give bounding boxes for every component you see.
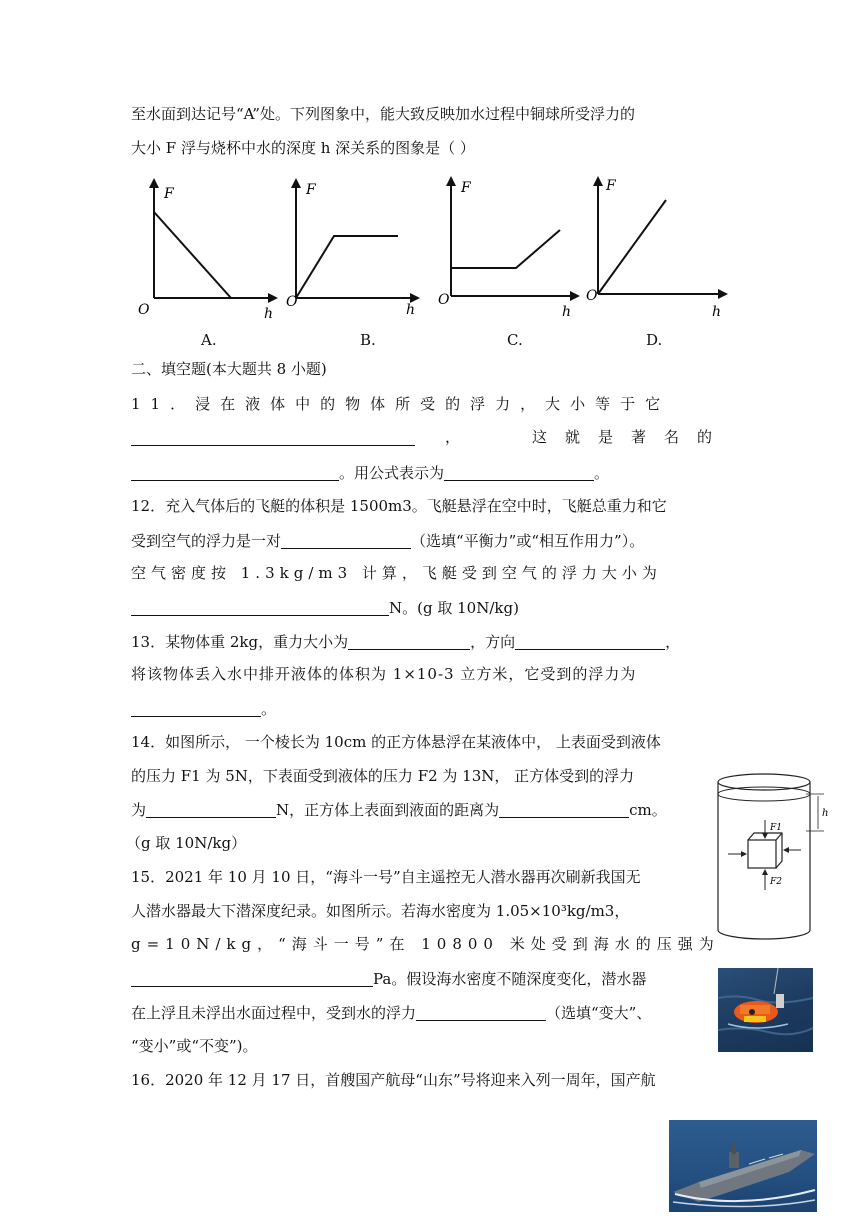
intro-line-1: 至水面到达记号“A”处。下列图象中，能大致反映加水过程中铜球所受浮力的 xyxy=(131,105,635,123)
q13-blank-3[interactable] xyxy=(131,701,261,717)
q11-line-3: 。用公式表示为 。 xyxy=(131,465,609,481)
q12-blank-1[interactable] xyxy=(281,533,411,549)
q14-line-3: 为 N，正方体上表面到液面的距离为 cm。 xyxy=(131,801,667,819)
cube-front xyxy=(748,840,776,868)
option-d: D. xyxy=(646,331,663,349)
q13-blank-2[interactable] xyxy=(515,634,665,650)
graph-c-o-label: O xyxy=(438,292,450,308)
q11-blank-2[interactable] xyxy=(131,465,339,481)
graph-b-h-label: h xyxy=(406,302,416,318)
graph-b-curve xyxy=(296,236,398,298)
q15-blank-2[interactable] xyxy=(416,1005,546,1021)
q11-blank-1[interactable] xyxy=(131,430,415,446)
graph-b-f-label: F xyxy=(306,182,316,198)
graph-d-h-label: h xyxy=(712,304,722,320)
graph-d xyxy=(588,170,738,320)
q12-line-1: 12．充入气体后的飞艇的体积是 1500m3。飞艇悬浮在空中时，飞艇总重力和它 xyxy=(131,497,667,515)
q14-fig-h-label: h xyxy=(822,808,829,819)
graph-b xyxy=(282,174,432,324)
graph-a-f-label: F xyxy=(164,186,174,202)
q13-line-2: 将该物体丢入水中排开液体的体积为 1×10-3 立方米，它受到的浮力为 xyxy=(131,665,637,683)
q14-fig-f2-label: F2 xyxy=(770,877,782,887)
q14-line-2: 的压力 F1 为 5N，下表面受到液体的压力 F2 为 13N， 正方体受到的浮力 xyxy=(131,767,635,785)
graph-c-f-label: F xyxy=(461,180,471,196)
graph-a-o-label: O xyxy=(138,302,150,318)
submersible-photo xyxy=(718,968,813,1052)
q13-line-1: 13．某物体重 2kg，重力大小为 ，方向 ， xyxy=(131,633,681,651)
q15-blank-1[interactable] xyxy=(131,971,373,987)
q14-line-4: （g 取 10N/kg） xyxy=(126,834,247,852)
q14-beaker-figure xyxy=(706,770,834,945)
graph-d-curve xyxy=(598,200,666,294)
q15-line-1: 15．2021 年 10 月 10 日，“海斗一号”自主遥控无人潜水器再次刷新我国无 xyxy=(131,868,641,886)
q14-fig-f1-label: F1 xyxy=(770,823,782,833)
graph-a-curve xyxy=(154,212,231,298)
aircraft-carrier-photo xyxy=(669,1120,817,1212)
section-title: 二、填空题(本大题共 8 小题) xyxy=(131,360,327,378)
q14-blank-1[interactable] xyxy=(146,802,276,818)
q11-line-1: 11．浸在液体中的物体所受的浮力，大小等于它 xyxy=(131,395,671,413)
q11-line-2: ， 这就是著名的 xyxy=(131,430,730,446)
q15-line-4: Pa。假设海水密度不随深度变化，潜水器 xyxy=(131,971,646,987)
graph-a-h-label: h xyxy=(264,306,274,322)
q15-line-3: g=10N/kg，“海斗一号”在 10800 米处受到海水的压强为 xyxy=(131,935,720,953)
q15-line-5: 在上浮且未浮出水面过程中，受到水的浮力 （选填“变大”、 xyxy=(131,1004,652,1022)
q14-line-1: 14．如图所示， 一个棱长为 10cm 的正方体悬浮在某液体中， 上表面受到液体 xyxy=(131,733,661,751)
option-a: A. xyxy=(201,331,217,349)
graph-c xyxy=(436,174,586,324)
graph-c-curve xyxy=(451,230,560,268)
graph-b-o-label: O xyxy=(286,294,298,310)
q12-line-2: 受到空气的浮力是一对 （选填“平衡力”或“相互作用力”）。 xyxy=(131,532,645,550)
graph-d-f-label: F xyxy=(606,178,616,194)
intro-line-2: 大小 F 浮与烧杯中水的深度 h 深关系的图象是（ ） xyxy=(131,139,475,157)
q15-line-2: 人潜水器最大下潜深度纪录。如图所示。若海水密度为 1.05×10³kg/m3， xyxy=(131,902,630,920)
q15-line-6: “变小”或“不变”)。 xyxy=(131,1037,258,1055)
q14-blank-2[interactable] xyxy=(499,802,629,818)
q12-line-4: N。(g 取 10N/kg) xyxy=(131,600,519,616)
q13-line-3: 。 xyxy=(131,701,276,717)
graph-d-o-label: O xyxy=(586,288,598,304)
q12-blank-2[interactable] xyxy=(131,600,389,616)
q11-blank-3[interactable] xyxy=(444,465,594,481)
option-b: B. xyxy=(360,331,376,349)
q12-line-3: 空气密度按 1.3kg/m3 计算，飞艇受到空气的浮力大小为 xyxy=(131,564,662,582)
graph-a xyxy=(128,176,278,326)
option-c: C. xyxy=(507,331,523,349)
graph-c-h-label: h xyxy=(562,304,572,320)
q16-line-1: 16．2020 年 12 月 17 日，首艘国产航母“山东”号将迎来入列一周年，国产航 xyxy=(131,1071,656,1089)
q13-blank-1[interactable] xyxy=(348,634,470,650)
